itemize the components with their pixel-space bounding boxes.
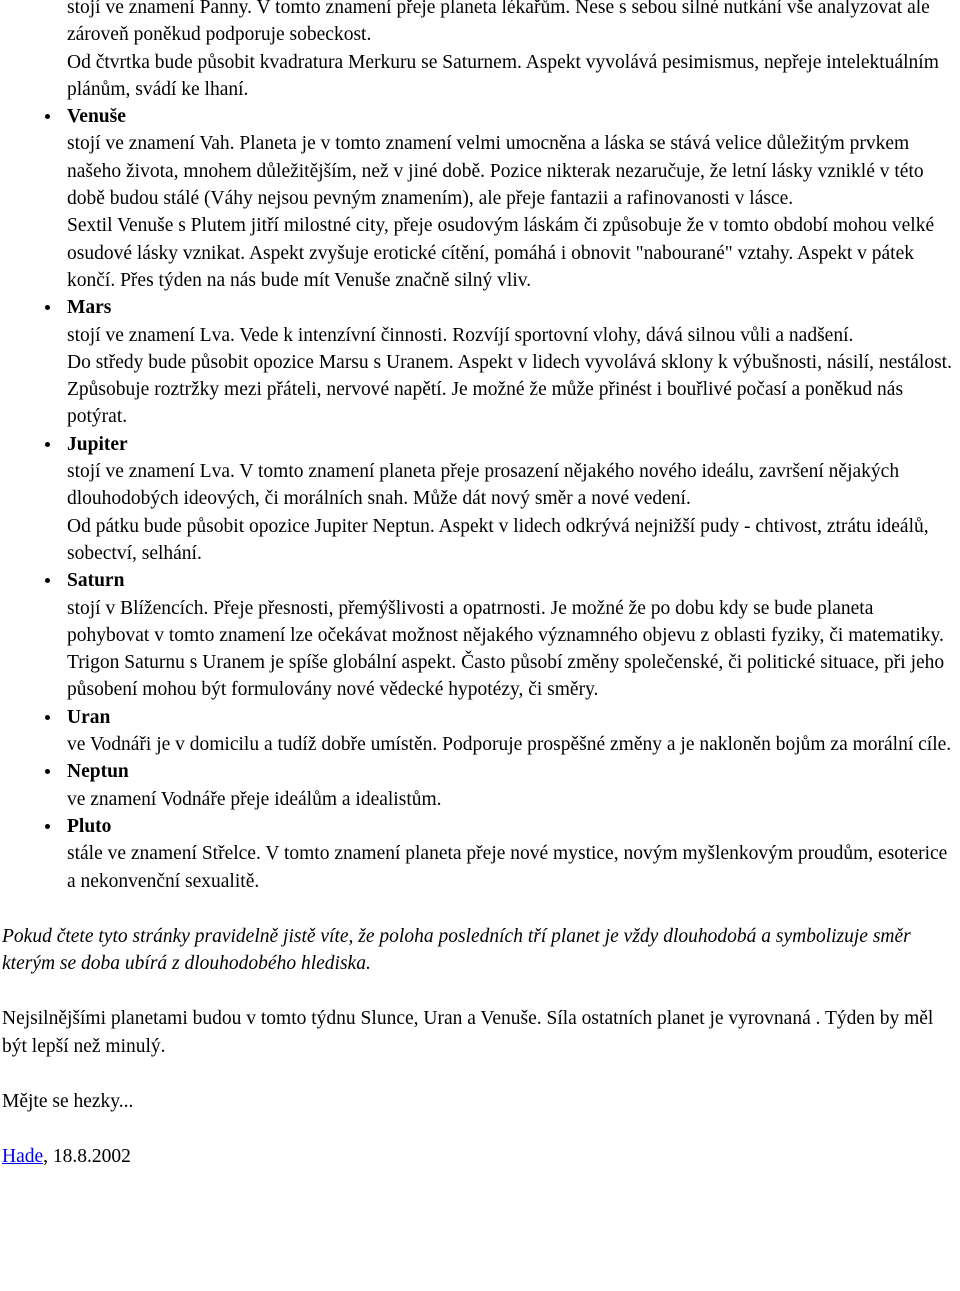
planet-paragraph: stojí ve znamení Vah. Planeta je v tomto znamení velmi umocněna a láska se stává velice důležitým prvkem našeho života, mnohem důležitějším, než v jiné době. Pozice nikterak nezaručuje, že letní lásky vzniklé v této době budou stálé (Váhy nejsou pevným znamením), ale přeje fantazii a rafinovanosti v lásce.: [67, 133, 924, 210]
bullet-icon: [45, 578, 50, 583]
planet-name: Venuše: [67, 106, 126, 128]
planet-paragraph: stojí ve znamení Lva. Vede k intenzívní činnosti. Rozvíjí sportovní vlohy, dává silnou vůli a nadšení.: [67, 324, 854, 346]
planet-paragraph: stojí ve znamení Panny. V tomto znamení přeje planeta lékařům. Nese s sebou silné nutkání vše analyzovat ale zároveň poněkud podporuje sobeckost.: [67, 0, 930, 46]
author-link[interactable]: Hade: [2, 1146, 44, 1168]
planet-paragraph: stojí v Blížencích. Přeje přesnosti, přemýšlivosti a opatrnosti. Je možné že po dobu kdy se bude planeta pohybovat v tomto znamení lze očekávat možnost nějakého významného objevu z oblasti fyziky, či matematiky.: [67, 597, 944, 646]
planet-name: Jupiter: [67, 433, 128, 455]
planet-paragraph: Od pátku bude působit opozice Jupiter Neptun. Aspekt v lidech odkrývá nejnižší pudy - chtivost, ztrátu ideálů, sobectví, selhání.: [67, 515, 929, 564]
signature-date: , 18.8.2002: [43, 1146, 131, 1168]
bullet-icon: [45, 824, 50, 829]
planet-paragraph: stojí ve znamení Lva. V tomto znamení planeta přeje prosazení nějakého nového ideálu, završení nějakých dlouhodobých ideových, či morálních snah. Může dát nový směr a nové vedení.: [67, 461, 900, 510]
planet-name: Saturn: [67, 570, 125, 592]
planet-paragraph: stále ve znamení Střelce. V tomto znamení planeta přeje nové mystice, novým myšlenkovým proudům, esoterice a nekonvenční sexualitě.: [67, 843, 948, 892]
planet-item-venuse: [67, 103, 960, 294]
weekly-summary: Nejsilnějšími planetami budou v tomto týdnu Slunce, Uran a Venuše. Síla ostatních planet je vyrovnaná . Týden by měl být lepší než minulý.: [2, 1008, 934, 1057]
planet-paragraph: ve Vodnáři je v domicilu a tudíž dobře umístěn. Podporuje prospěšné změny a je nakloněn bojům za morální cíle.: [67, 734, 952, 756]
planet-name: Mars: [67, 297, 112, 319]
planet-item-uran: [67, 704, 960, 759]
planet-item-pluto: [67, 813, 960, 895]
planet-name: Pluto: [67, 815, 112, 837]
long-term-note: Pokud čtete tyto stránky pravidelně jistě víte, že poloha posledních tří planet je vždy dlouhodobá a symbolizuje směr kterým se doba ubírá z dlouhodobého hlediska.: [2, 925, 911, 975]
closing-greeting: Mějte se hezky...: [2, 1090, 134, 1112]
planet-item-merkur-continued: [67, 0, 960, 103]
planet-item-saturn: [67, 567, 960, 703]
planet-paragraph: Od čtvrtka bude působit kvadratura Merkuru se Saturnem. Aspekt vyvolává pesimismus, nepřeje intelektuálním plánům, svádí ke lhaní.: [67, 51, 939, 100]
planet-item-mars: [67, 294, 960, 430]
bullet-icon: [45, 769, 50, 774]
planet-paragraph: Trigon Saturnu s Uranem je spíše globální aspekt. Často působí změny společenské, či politické situace, při jeho působení mohou být formulovány nové vědecké hypotézy, či směry.: [67, 652, 945, 701]
planet-paragraph: ve znamení Vodnáře přeje ideálům a idealistům.: [67, 788, 442, 810]
bullet-icon: [45, 305, 50, 310]
planet-paragraph: Sextil Venuše s Plutem jitří milostné city, přeje osudovým láskám či způsobuje že v tomto období mohou velké osudové lásky vznikat. Aspekt zvyšuje erotické cítění, pomáhá i obnovit "nabourané" vztahy. Aspekt v pátek končí. Přes týden na nás bude mít Venuše značně silný vliv.: [67, 215, 935, 291]
planet-paragraph: Do středy bude působit opozice Marsu s Uranem. Aspekt v lidech vyvolává sklony k výbušnosti, násilí, nestálost. Způsobuje roztržky mezi přáteli, nervové napětí. Je možné že může přinést i bouřlivé počasí a poněkud nás potýrat.: [67, 351, 952, 428]
planet-item-neptun: [67, 758, 960, 813]
bullet-icon: [45, 442, 50, 447]
bullet-icon: [45, 114, 50, 119]
planet-name: Uran: [67, 706, 111, 728]
planet-item-jupiter: [67, 431, 960, 567]
signature: [2, 1143, 960, 1170]
planet-name: Neptun: [67, 761, 129, 783]
bullet-icon: [45, 715, 50, 720]
